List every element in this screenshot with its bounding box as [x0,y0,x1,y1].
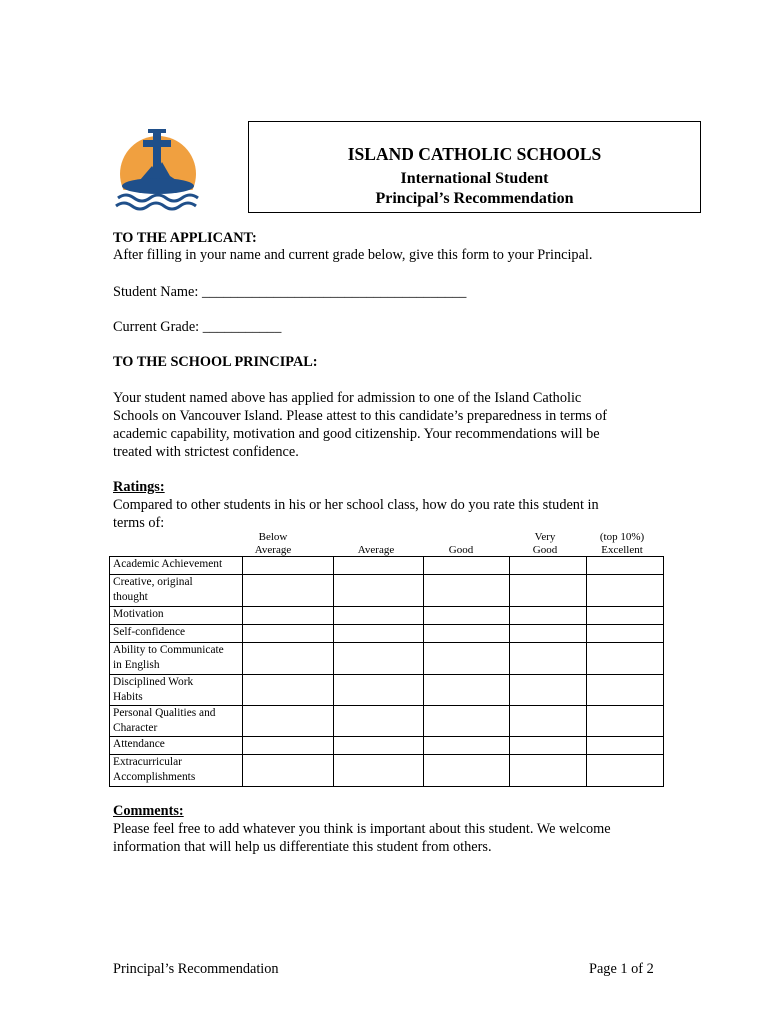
rating-cell[interactable] [587,706,664,737]
row-label: Motivation [110,607,243,625]
principal-line: treated with strictest confidence. [113,444,299,460]
rating-cell[interactable] [424,755,510,787]
row-label: Creative, original thought [110,575,243,607]
row-label: Attendance [110,737,243,755]
rating-cell[interactable] [424,557,510,575]
rating-cell[interactable] [510,643,587,675]
cross-on-island-logo [112,126,204,212]
rating-cell[interactable] [587,675,664,706]
column-header-very-good: Very Good [532,531,558,556]
rating-cell[interactable] [424,737,510,755]
rating-cell[interactable] [587,625,664,643]
rating-cell[interactable] [334,675,424,706]
rating-cell[interactable] [424,625,510,643]
comments-heading: Comments: [113,803,184,819]
table-row [110,575,664,607]
rating-cell[interactable] [510,557,587,575]
rating-cell[interactable] [334,737,424,755]
principal-heading: TO THE SCHOOL PRINCIPAL: [113,354,318,370]
rating-cell[interactable] [334,643,424,675]
rating-cell[interactable] [587,607,664,625]
ratings-heading: Ratings: [113,479,165,495]
rating-cell[interactable] [510,625,587,643]
rating-cell[interactable] [424,575,510,607]
rating-cell[interactable] [334,557,424,575]
row-label: Self-confidence [110,625,243,643]
table-row [110,706,664,737]
rating-cell[interactable] [510,675,587,706]
rating-cell[interactable] [334,575,424,607]
form-subtitle: International Student [400,170,549,187]
rating-cell[interactable] [587,755,664,787]
row-label: Ability to Communicate in English [110,643,243,675]
rating-cell[interactable] [424,607,510,625]
rating-cell[interactable] [243,575,334,607]
row-label: Academic Achievement [110,557,243,575]
rating-cell[interactable] [510,575,587,607]
rating-cell[interactable] [587,575,664,607]
applicant-heading: TO THE APPLICANT: [113,230,257,246]
rating-cell[interactable] [243,706,334,737]
rating-cell[interactable] [424,706,510,737]
principal-line: Your student named above has applied for admission to one of the Island Catholic [113,390,582,406]
rating-cell[interactable] [243,607,334,625]
rating-cell[interactable] [510,737,587,755]
current-grade-field[interactable]: Current Grade: ___________ [113,319,282,335]
principal-line: Schools on Vancouver Island. Please attest to this candidate’s preparedness in terms of [113,408,608,424]
rating-cell[interactable] [424,643,510,675]
comments-line: Please feel free to add whatever you think is important about this student. We welcome [113,821,611,837]
applicant-instruction: After filling in your name and current grade below, give this form to your Principal. [113,247,593,263]
table-row [110,557,664,575]
column-header-below-average: Below Average [254,531,292,556]
ratings-table [109,556,664,787]
rating-cell[interactable] [243,675,334,706]
rating-cell[interactable] [424,675,510,706]
page-number: Page 1 of 2 [589,961,654,977]
table-row [110,675,664,706]
ratings-line: terms of: [113,515,165,531]
principal-line: academic capability, motivation and good citizenship. Your recommendations will be [113,426,600,442]
ratings-line: Compared to other students in his or her school class, how do you rate this student in [113,497,599,513]
rating-cell[interactable] [510,706,587,737]
rating-cell[interactable] [243,737,334,755]
row-label: Extracurricular Accomplishments [110,755,243,787]
title-box [248,121,701,213]
rating-cell[interactable] [510,607,587,625]
student-name-field[interactable]: Student Name: _____________________________________ [113,284,467,300]
column-header-excellent: (top 10%) Excellent [599,531,645,556]
rating-cell[interactable] [243,625,334,643]
table-row [110,625,664,643]
rating-cell[interactable] [510,755,587,787]
org-title: ISLAND CATHOLIC SCHOOLS [347,144,602,164]
comments-line: information that will help us differentiate this student from others. [113,839,492,855]
rating-cell[interactable] [243,643,334,675]
table-row [110,755,664,787]
rating-cell[interactable] [243,755,334,787]
rating-cell[interactable] [587,737,664,755]
rating-cell[interactable] [334,706,424,737]
rating-cell[interactable] [587,557,664,575]
rating-cell[interactable] [334,755,424,787]
rating-cell[interactable] [587,643,664,675]
row-label: Personal Qualities and Character [110,706,243,737]
footer-title: Principal’s Recommendation [113,961,279,977]
column-header-good: Good [448,544,474,556]
table-row [110,643,664,675]
form-title: Principal’s Recommendation [375,190,574,207]
column-header-average: Average [357,544,395,556]
table-row [110,737,664,755]
row-label: Disciplined Work Habits [110,675,243,706]
rating-cell[interactable] [243,557,334,575]
rating-cell[interactable] [334,607,424,625]
table-row [110,607,664,625]
rating-cell[interactable] [334,625,424,643]
